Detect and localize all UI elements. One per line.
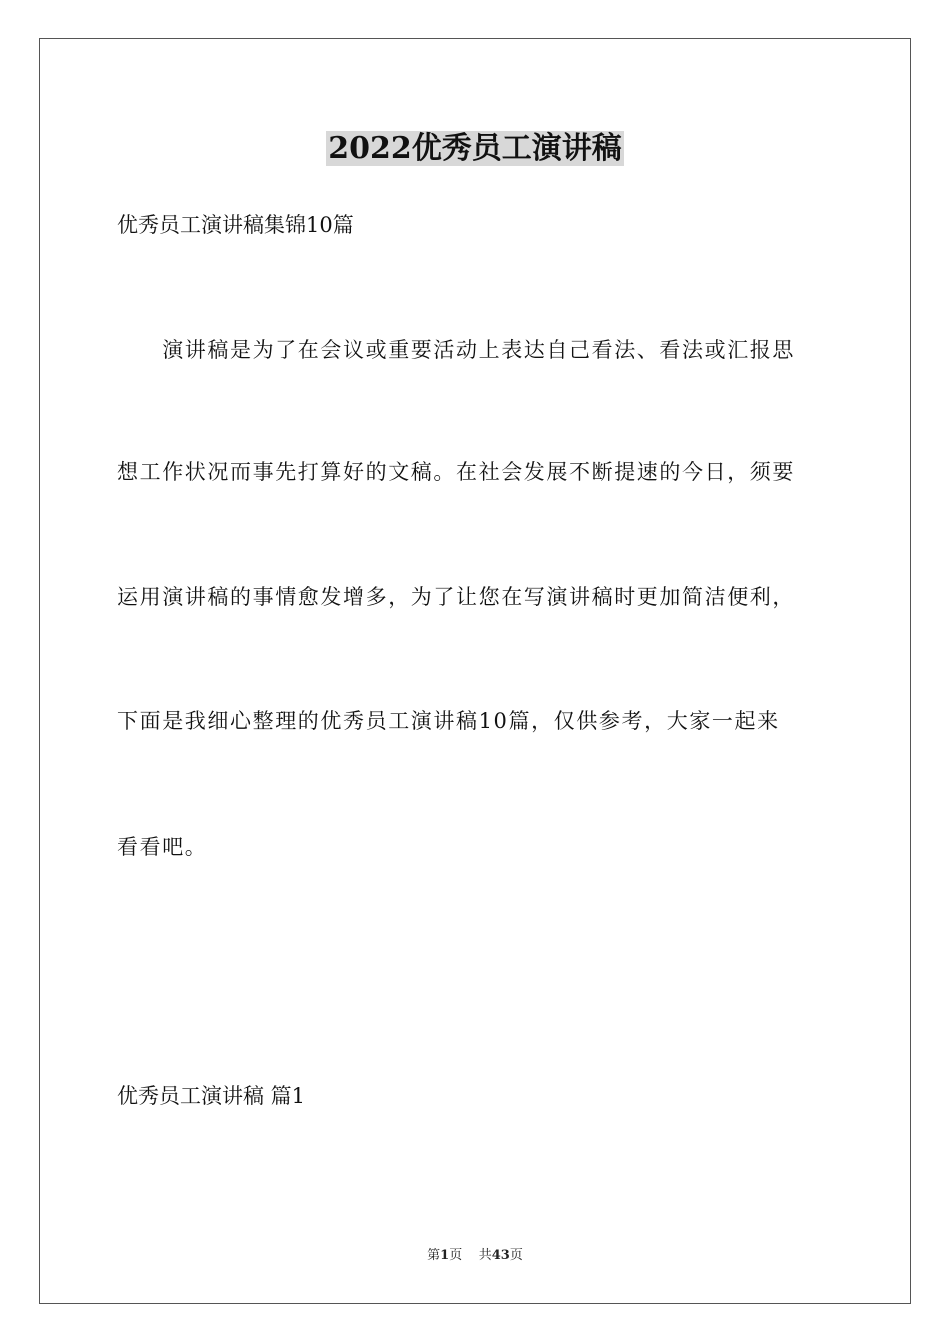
paragraph-line: 下面是我细心整理的优秀员工演讲稿10篇，仅供参考，大家一起来 [117, 709, 780, 733]
section-heading: 优秀员工演讲稿 篇1 [117, 1084, 306, 1108]
footer-total-prefix: 共 [478, 1248, 492, 1263]
paragraph-line: 想工作状况而事先打算好的文稿。在社会发展不断提速的今日，须要 [117, 460, 795, 484]
paragraph-line: 演讲稿是为了在会议或重要活动上表达自己看法、看法或汇报思 [117, 338, 795, 362]
footer-page-prefix: 第 [427, 1248, 441, 1263]
paragraph-line: 运用演讲稿的事情愈发增多，为了让您在写演讲稿时更加简洁便利， [117, 585, 795, 609]
footer-page-suffix: 页 [449, 1248, 463, 1263]
footer-total-pages: 43 [491, 1248, 510, 1263]
page-footer [0, 1247, 950, 1265]
paragraph-line: 看看吧。 [117, 835, 208, 859]
document-subtitle: 优秀员工演讲稿集锦10篇 [117, 213, 354, 237]
document-title-text: 2022优秀员工演讲稿 [328, 131, 622, 166]
document-title [0, 126, 950, 172]
footer-total-suffix: 页 [509, 1248, 523, 1263]
footer-page-number: 1 [440, 1248, 450, 1263]
